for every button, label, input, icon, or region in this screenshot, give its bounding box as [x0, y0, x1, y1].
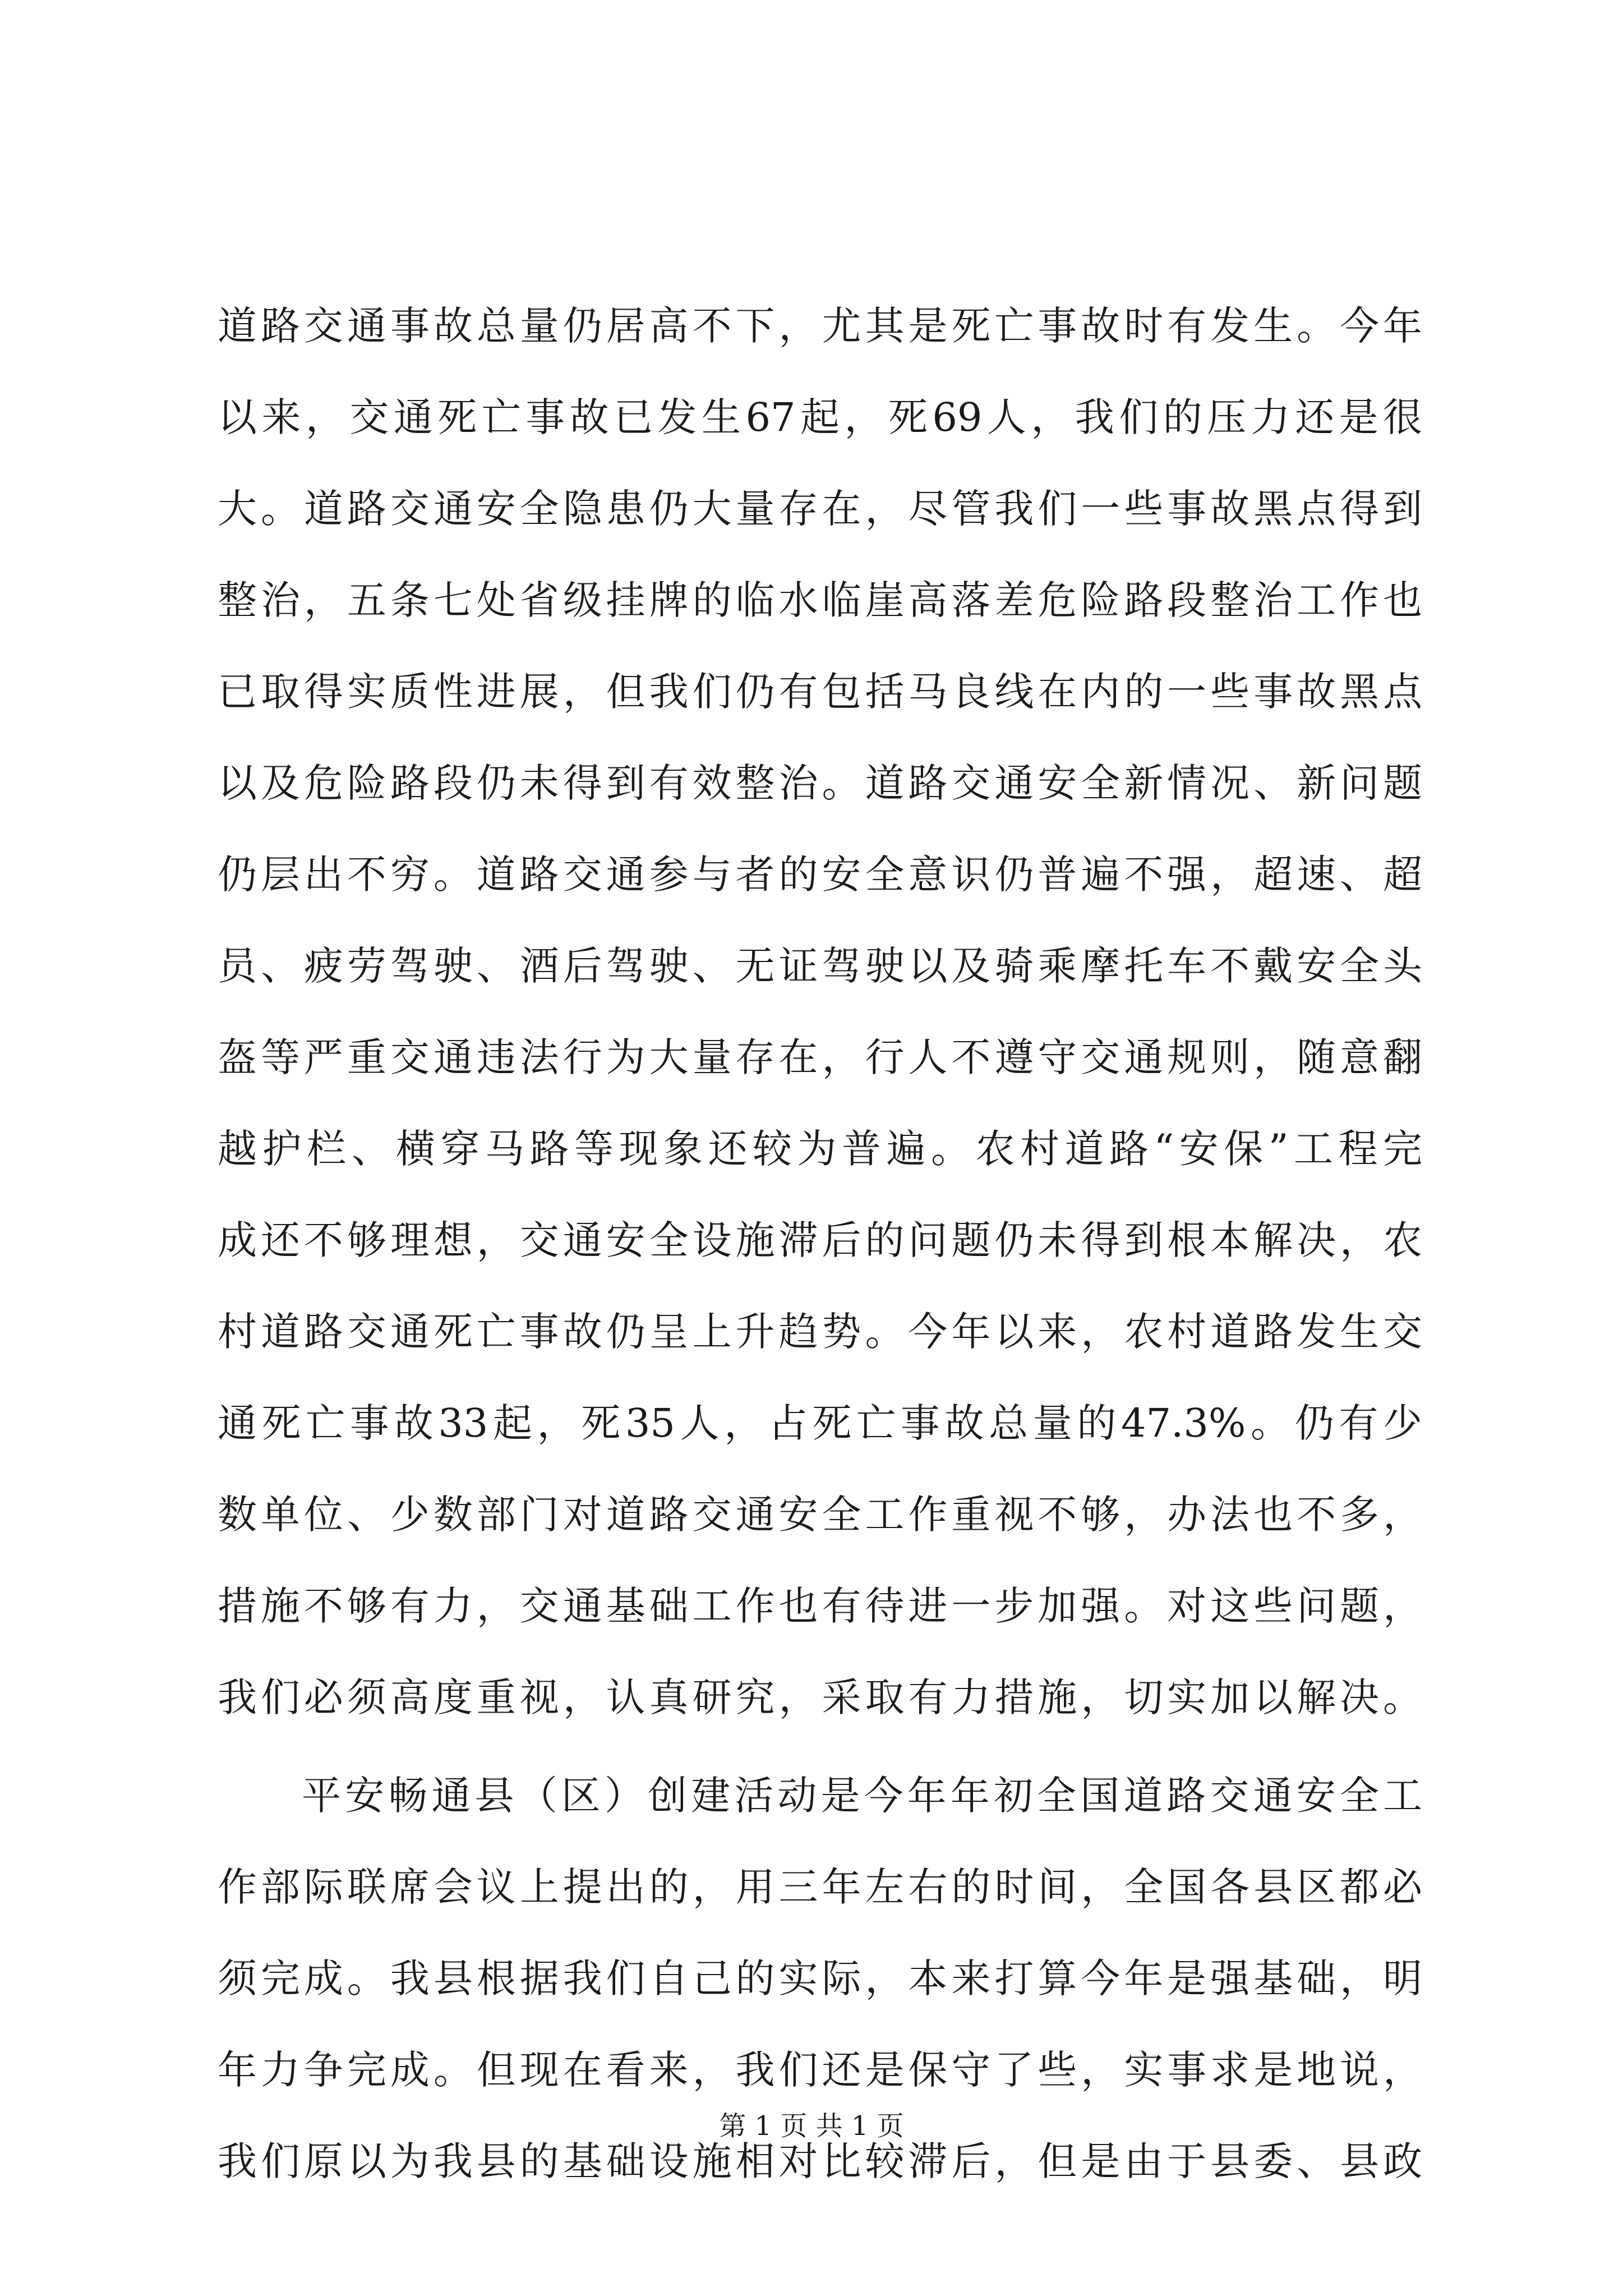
text-line: 越护栏、横穿马路等现象还较为普遍。农村道路“安保”工程完: [218, 1126, 1422, 1172]
text-line: 我们必须高度重视，认真研究，采取有力措施，切实加以解决。: [218, 1674, 1422, 1720]
text-line: 仍层出不穷。道路交通参与者的安全意识仍普遍不强，超速、超: [218, 852, 1422, 898]
document-body: [218, 280, 1422, 2207]
text-line: 措施不够有力，交通基础工作也有待进一步加强。对这些问题，: [218, 1583, 1422, 1629]
text-line: 年力争完成。但现在看来，我们还是保守了些，实事求是地说，: [218, 2047, 1422, 2093]
page-number: 第 1 页 共 1 页: [719, 2110, 904, 2142]
page-footer: [0, 2109, 1623, 2143]
text-line: 员、疲劳驾驶、酒后驾驶、无证驾驶以及骑乘摩托车不戴安全头: [218, 943, 1422, 989]
text-line: 平安畅通县（区）创建活动是今年年初全国道路交通安全工: [302, 1773, 1422, 1819]
text-line: 整治，五条七处省级挂牌的临水临崖高落差危险路段整治工作也: [218, 577, 1422, 623]
text-line: 成还不够理想，交通安全设施滞后的问题仍未得到根本解决，农: [218, 1217, 1422, 1263]
text-line: 须完成。我县根据我们自己的实际，本来打算今年是强基础，明: [218, 1955, 1422, 2001]
text-line: 已取得实质性进展，但我们仍有包括马良线在内的一些事故黑点: [218, 669, 1422, 715]
text-line: 道路交通事故总量仍居高不下，尤其是死亡事故时有发生。今年: [218, 303, 1422, 349]
text-line: 以及危险路段仍未得到有效整治。道路交通安全新情况、新问题: [218, 760, 1422, 806]
text-line: 数单位、少数部门对道路交通安全工作重视不够，办法也不多，: [218, 1492, 1422, 1538]
text-line: 大。道路交通安全隐患仍大量存在，尽管我们一些事故黑点得到: [218, 486, 1422, 532]
text-line: 我们原以为我县的基础设施相对比较滞后，但是由于县委、县政: [218, 2138, 1422, 2184]
text-line: 作部际联席会议上提出的，用三年左右的时间，全国各县区都必: [218, 1864, 1422, 1910]
paragraph-1: [218, 280, 1422, 1743]
text-line: 通死亡事故33起，死35人，占死亡事故总量的47.3%。仍有少: [218, 1400, 1422, 1446]
text-line: 村道路交通死亡事故仍呈上升趋势。今年以来，农村道路发生交: [218, 1309, 1422, 1355]
text-line: 以来，交通死亡事故已发生67起，死69人，我们的压力还是很: [218, 394, 1422, 440]
text-line: 盔等严重交通违法行为大量存在，行人不遵守交通规则，随意翻: [218, 1034, 1422, 1080]
paragraph-gap: [218, 1743, 1422, 1750]
